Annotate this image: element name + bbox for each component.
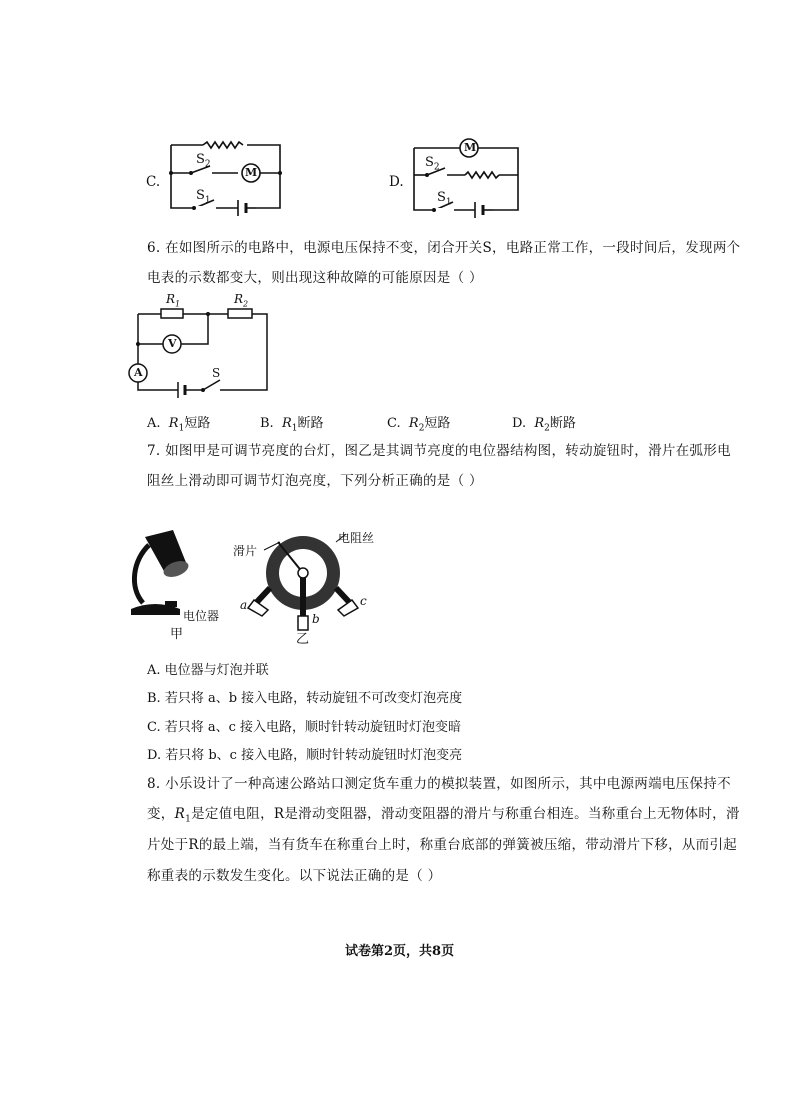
q7-lamp-figure <box>125 525 225 645</box>
lamp-potentiometer-label: 电位器 <box>183 609 220 623</box>
q7-option-d[interactable]: D. 若只将 b、c 接入电路，顺时针转动旋钮时灯泡变亮 <box>147 748 463 763</box>
q6-circuit <box>128 292 278 402</box>
q6-option-c[interactable]: C. $R_2$短路 <box>387 416 451 434</box>
q6-line1: 6. 在如图所示的电路中，电源电压保持不变，闭合开关S，电路正常工作，一段时间后，发现两个 <box>147 240 741 256</box>
q8-line1: 8. 小乐设计了一种高速公路站口测定货车重力的模拟装置，如图所示，其中电源两端电压保持不 <box>147 776 731 792</box>
q6-option-d[interactable]: D. $R_2$断路 <box>512 416 576 434</box>
q6-switch-label: S <box>212 366 221 380</box>
c-s2-label: $S_2$ <box>196 152 211 170</box>
q7-potentiometer-figure <box>228 528 378 648</box>
potentiometer-caption: 乙 <box>296 632 310 647</box>
circuit-d <box>385 130 535 220</box>
q8-line3: 片处于R的最上端，当有货车在称重台上时，称重台底部的弹簧被压缩，带动滑片下移，从而引起 <box>147 837 738 853</box>
q6-voltmeter-label: V <box>168 337 177 350</box>
d-s1-label: $S_1$ <box>437 190 452 208</box>
option-c-letter: C. <box>146 174 161 190</box>
terminal-a-label: a <box>240 598 248 612</box>
q7-option-b[interactable]: B. 若只将 a、b 接入电路，转动旋钮不可改变灯泡亮度 <box>147 691 463 706</box>
q6-r2-label: $R_2$ <box>234 292 249 309</box>
q6-line2: 电表的示数都变大，则出现这种故障的可能原因是（ ） <box>147 270 483 286</box>
terminal-c-label: c <box>360 594 367 608</box>
q6-circuit-diagram <box>128 292 278 402</box>
circuit-c-diagram <box>140 130 340 220</box>
q7-option-c[interactable]: C. 若只将 a、c 接入电路，顺时针转动旋钮时灯泡变暗 <box>147 720 462 735</box>
q6-ammeter-label: A <box>134 366 143 379</box>
q6-r1-label: $R_1$ <box>166 292 181 309</box>
circuit-d-diagram <box>385 130 535 220</box>
option-d-letter: D. <box>389 174 404 190</box>
c-s1-label: $S_1$ <box>196 188 211 206</box>
q6-option-b[interactable]: B. $R_1$断路 <box>260 416 324 434</box>
q8-line4: 称重表的示数发生变化。以下说法正确的是（ ） <box>147 868 442 884</box>
resistance-wire-label: 电阻丝 <box>338 531 375 545</box>
terminal-b-label: b <box>312 612 320 626</box>
q6-option-a[interactable]: A. $R_1$短路 <box>147 416 211 434</box>
d-motor-label: M <box>464 141 477 154</box>
page-footer: 试卷第2页，共8页 <box>345 944 455 959</box>
q8-line2: 变，$R_1$是定值电阻，R是滑动变阻器，滑动变阻器的滑片与称重台相连。当称重台上无物体时，滑 <box>147 806 740 825</box>
q7-option-a[interactable]: A. 电位器与灯泡并联 <box>147 663 269 678</box>
c-motor-label: M <box>245 166 258 179</box>
circuit-c <box>140 130 340 220</box>
lamp-caption: 甲 <box>170 627 184 642</box>
q7-line1: 7. 如图甲是可调节亮度的台灯，图乙是其调节亮度的电位器结构图，转动旋钮时，滑片在弧形电 <box>147 443 731 459</box>
q7-line2: 阻丝上滑动即可调节灯泡亮度，下列分析正确的是（ ） <box>147 473 483 489</box>
d-s2-label: $S_2$ <box>425 155 440 173</box>
slider-label: 滑片 <box>233 544 258 558</box>
